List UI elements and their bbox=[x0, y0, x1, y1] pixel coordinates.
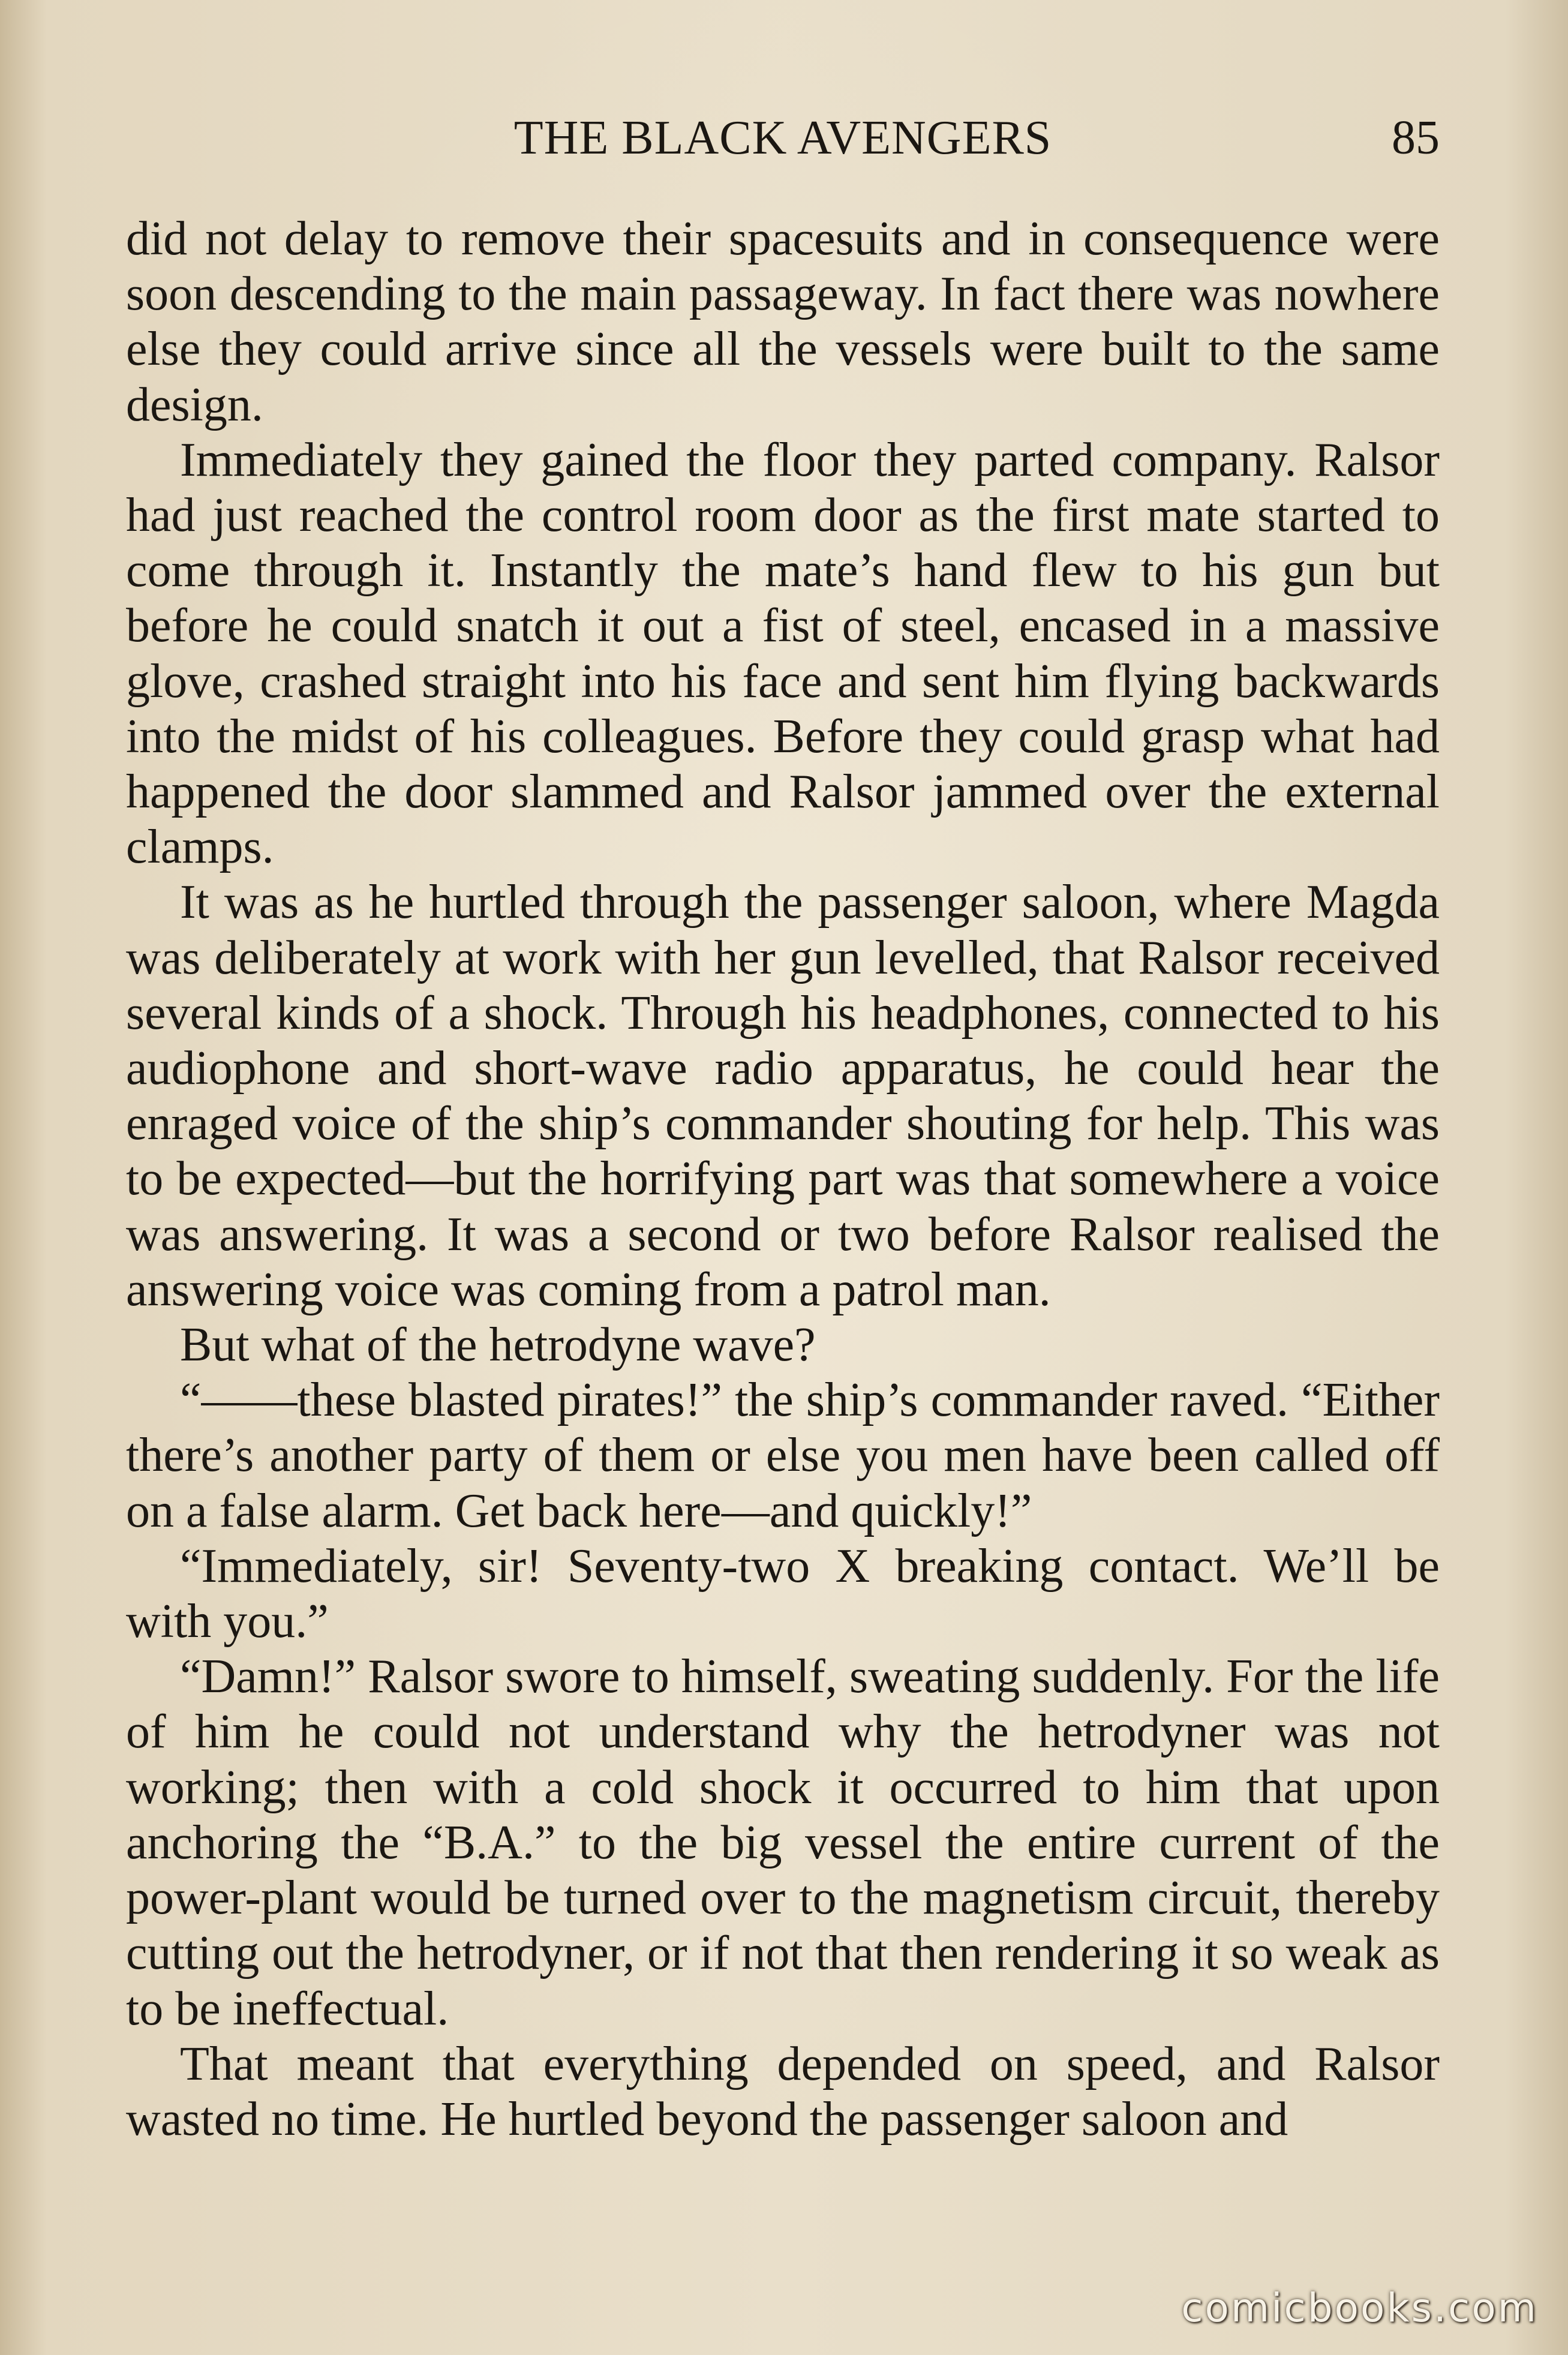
paragraph: “——these blasted pirates!” the ship’s commander raved. “Either there’s another party of them or else you men have been called off on a false alarm. Get back here—and quickly!” bbox=[126, 1374, 1440, 1537]
watermark: comicbooks.com bbox=[1181, 2285, 1538, 2331]
paragraph: Immediately they gained the floor they parted company. Ralsor had just reached the control room door as the first mate started to come through it. Instantly the mate’s hand flew to his gun but before he could snatch it out a fist of steel, encased in a massive glove, crashed straight into his face and sent him flying backwards into the midst of his colleagues. Before they could grasp what had happened the door slammed and Ralsor jammed over the external clamps. bbox=[126, 433, 1440, 874]
running-title: THE BLACK AVENGERS bbox=[513, 111, 1052, 164]
body-text bbox=[126, 211, 1440, 2147]
paragraph: “Damn!” Ralsor swore to himself, sweating suddenly. For the life of him he could not understand why the hetrodyner was not working; then with a cold shock it occurred to him that upon anchoring the “B.A.” to the big vessel the entire current of the power-plant would be turned over to the magnetism circuit, thereby cutting out the hetrodyner, or if not that then rendering it so weak as to be ineffectual. bbox=[126, 1650, 1440, 2035]
paragraph: did not delay to remove their spacesuits and in consequence were soon descending to the main passageway. In fact there was nowhere else they could arrive since all the vessels were built to the same design. bbox=[126, 212, 1440, 431]
paragraph: But what of the hetrodyne wave? bbox=[180, 1318, 816, 1372]
page-number: 85 bbox=[1392, 111, 1440, 164]
paragraph: “Immediately, sir! Seventy-two X breaking contact. We’ll be with you.” bbox=[126, 1539, 1440, 1648]
paragraph: That meant that everything depended on speed, and Ralsor wasted no time. He hurtled beyond the passenger saloon and bbox=[126, 2037, 1440, 2146]
running-header bbox=[126, 105, 1440, 171]
paragraph: It was as he hurtled through the passenger saloon, where Magda was deliberately at work with her gun levelled, that Ralsor received several kinds of a shock. Through his headphones, connected to his audiophone and short-wave radio apparatus, he could hear the enraged voice of the ship’s commander shouting for help. This was to be expected—but the horrifying part was that somewhere a voice was answering. It was a second or two before Ralsor realised the answering voice was coming from a patrol man. bbox=[126, 876, 1440, 1316]
